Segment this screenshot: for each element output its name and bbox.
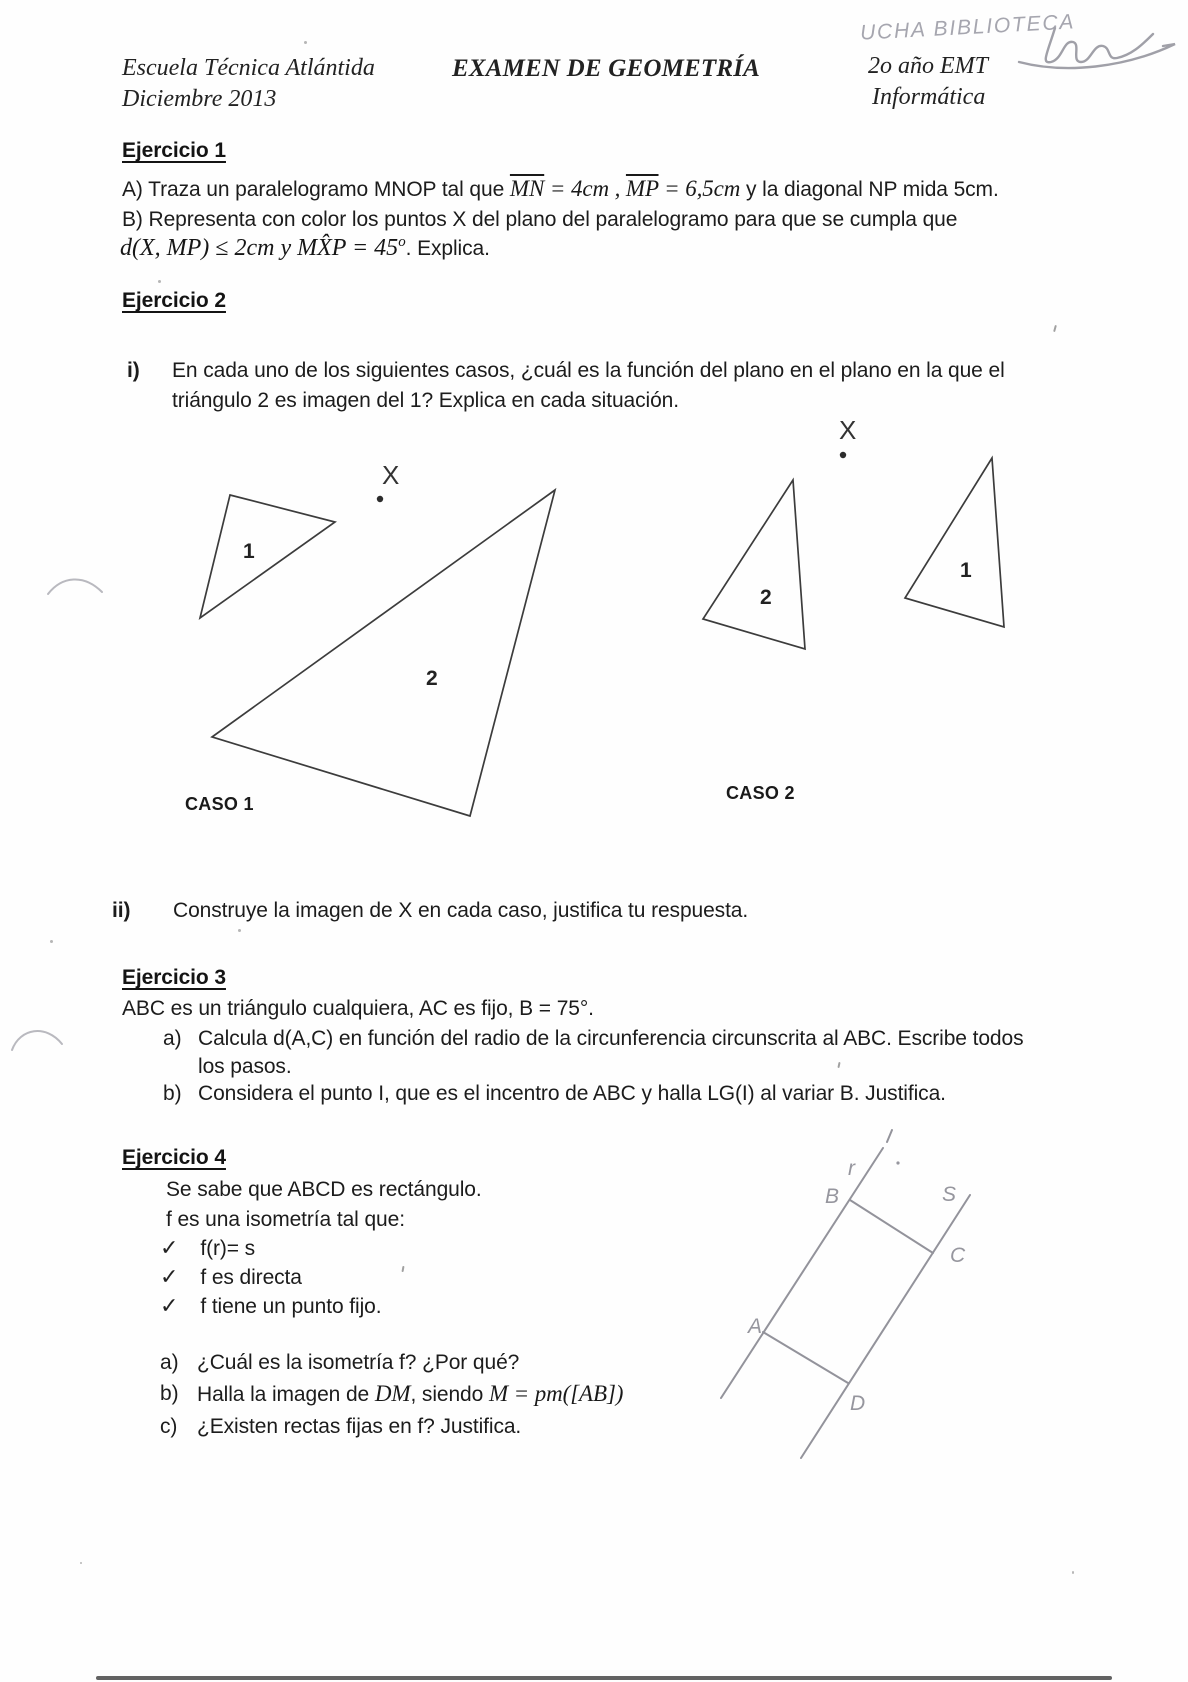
caso1-triangle-1-number: 1 <box>243 540 255 563</box>
ex1-item-b: B) Representa con color los puntos X del plano del paralelogramo para que se cumpla que <box>122 208 958 231</box>
signature-scribble <box>1005 8 1188 76</box>
segment-ad <box>763 1332 848 1383</box>
scan-speck <box>1072 1571 1074 1574</box>
caso2-triangle-1 <box>905 458 1004 627</box>
checkmark-icon: ✓ <box>160 1264 179 1289</box>
ex2-heading: Ejercicio 2 <box>122 289 226 312</box>
scan-speck <box>80 1562 82 1564</box>
ex1-item-a <box>122 176 999 203</box>
ex3-b-label: b) <box>163 1082 182 1105</box>
ex1-math-tail: . Explica. <box>405 237 490 260</box>
ex4-b-label: b) <box>160 1382 179 1405</box>
ex4-condition-2 <box>160 1264 302 1291</box>
ex3-heading: Ejercicio 3 <box>122 966 226 989</box>
ex3-a-line2: los pasos. <box>198 1055 292 1078</box>
grade-label: 2o año EMT <box>868 53 988 79</box>
ex4-condition-2-text: f es directa <box>200 1266 302 1289</box>
ex4-condition-3-text: f tiene un punto fijo. <box>200 1295 382 1318</box>
ex4-condition-1 <box>160 1235 255 1262</box>
ex1-a-eq1: = 4cm , <box>544 176 626 201</box>
margin-pencil-arc <box>40 570 110 605</box>
ex4-b-mid: , siendo <box>410 1383 489 1406</box>
caso1-figure <box>150 390 620 830</box>
ex4-condition-1-text: f(r)= s <box>200 1237 256 1260</box>
caso1-triangle-2-number: 2 <box>426 667 438 690</box>
ex4-c-label: c) <box>160 1415 178 1438</box>
ex1-a-segment-mp: $\overline{MP}$ <box>625 176 659 201</box>
caso2-point-x-dot <box>840 452 846 458</box>
ex1-math-main: d(X, MP) ≤ 2cm y MX̂P = 45 <box>120 235 399 261</box>
caso1-label: CASO 1 <box>185 794 254 814</box>
line-r <box>721 1148 883 1398</box>
ex2-ii-label: ii) <box>112 899 131 922</box>
exam-title: EXAMEN DE GEOMETRÍA <box>452 55 761 82</box>
ex4-b-segment-dm: DM <box>374 1381 411 1406</box>
label-vertex-c: C <box>950 1244 966 1267</box>
library-stamp-handwriting: UCHA BIBLIOTECA <box>859 10 1076 45</box>
ex4-rectangle-figure <box>690 1070 1020 1470</box>
ex4-a-text: ¿Cuál es la isometría f? ¿Por qué? <box>197 1351 520 1374</box>
ex2-i-line1: En cada uno de los siguientes casos, ¿cuál es la función del plano en el plano en la que el <box>172 359 1005 382</box>
checkmark-icon: ✓ <box>160 1235 179 1260</box>
caso1-point-x-dot <box>377 496 383 502</box>
ex4-a-label: a) <box>160 1351 179 1374</box>
caso2-figure <box>680 390 1040 670</box>
ex4-b-text <box>197 1381 623 1408</box>
checkmark-icon: ✓ <box>160 1293 179 1318</box>
caso1-point-x-mark: X <box>382 460 400 490</box>
ex2-i-line2: triángulo 2 es imagen del 1? Explica en cada situación. <box>172 389 679 412</box>
pencil-dot <box>896 1161 899 1164</box>
scan-speck <box>304 41 307 44</box>
scan-speck <box>238 929 241 932</box>
scan-tick <box>837 1062 840 1068</box>
caso2-label: CASO 2 <box>726 783 795 803</box>
ex3-b-text: Considera el punto I, que es el incentro de ABC y halla LG(I) al variar B. Justifica. <box>198 1082 946 1105</box>
caso2-triangle-1-number: 1 <box>960 559 972 582</box>
scan-tick <box>401 1266 404 1272</box>
ex3-a-line1: Calcula d(A,C) en función del radio de la circunferencia circunscrita al ABC. Escribe todos <box>198 1027 1024 1050</box>
scan-speck <box>158 280 161 283</box>
scan-speck <box>50 940 53 943</box>
signature-loop-stroke <box>1046 28 1153 62</box>
ex3-a-label: a) <box>163 1027 182 1050</box>
caso2-triangle-2 <box>703 480 805 649</box>
caso2-point-x-mark: X <box>839 415 857 445</box>
caso1-triangle-1 <box>200 495 335 618</box>
pencil-arc-stroke <box>48 579 102 594</box>
margin-pencil-curve <box>8 1020 68 1055</box>
ex1-a-prefix: A) Traza un paralelogramo MNOP tal que <box>122 178 510 201</box>
label-line-s: S <box>942 1183 957 1206</box>
ex1-condition-math <box>120 234 490 262</box>
ex1-heading: Ejercicio 1 <box>122 139 226 162</box>
pencil-curve-stroke <box>12 1031 62 1050</box>
ex4-intro2: f es una isometría tal que: <box>166 1208 405 1231</box>
caso1-triangle-2 <box>212 490 555 816</box>
scan-edge-line <box>96 1676 1112 1680</box>
scan-tick <box>1053 325 1057 332</box>
ex4-heading: Ejercicio 4 <box>122 1146 226 1169</box>
ex1-a-segment-mn: $\overline{MN}$ <box>509 176 545 201</box>
ex1-a-suffix: y la diagonal NP mida 5cm. <box>740 178 999 201</box>
ex4-intro1: Se sabe que ABCD es rectángulo. <box>166 1178 482 1201</box>
track-label: Informática <box>872 84 986 110</box>
school-name: Escuela Técnica Atlántida <box>122 55 375 81</box>
exam-date: Diciembre 2013 <box>122 86 277 112</box>
caso2-triangle-2-number: 2 <box>760 586 772 609</box>
ex4-c-text: ¿Existen rectas fijas en f? Justifica. <box>197 1415 522 1438</box>
label-vertex-a: A <box>748 1315 763 1338</box>
ex1-a-eq2: = 6,5cm <box>658 176 741 201</box>
ex1-math-degree-sup: o <box>398 234 406 250</box>
label-vertex-b: B <box>825 1185 840 1208</box>
ex4-b-pre: Halla la imagen de <box>197 1383 375 1406</box>
segment-bc <box>850 1200 933 1253</box>
ex4-condition-3 <box>160 1293 381 1320</box>
tick-mark <box>887 1130 892 1142</box>
ex4-b-math: M = pm([AB]) <box>488 1381 624 1406</box>
ex2-i-label: i) <box>127 359 140 382</box>
ex3-intro: ABC es un triángulo cualquiera, AC es fijo, B = 75°. <box>122 997 594 1020</box>
label-line-r: r <box>848 1157 855 1180</box>
ex2-ii-text: Construye la imagen de X en cada caso, justifica tu respuesta. <box>173 899 749 922</box>
label-vertex-d: D <box>850 1392 866 1415</box>
